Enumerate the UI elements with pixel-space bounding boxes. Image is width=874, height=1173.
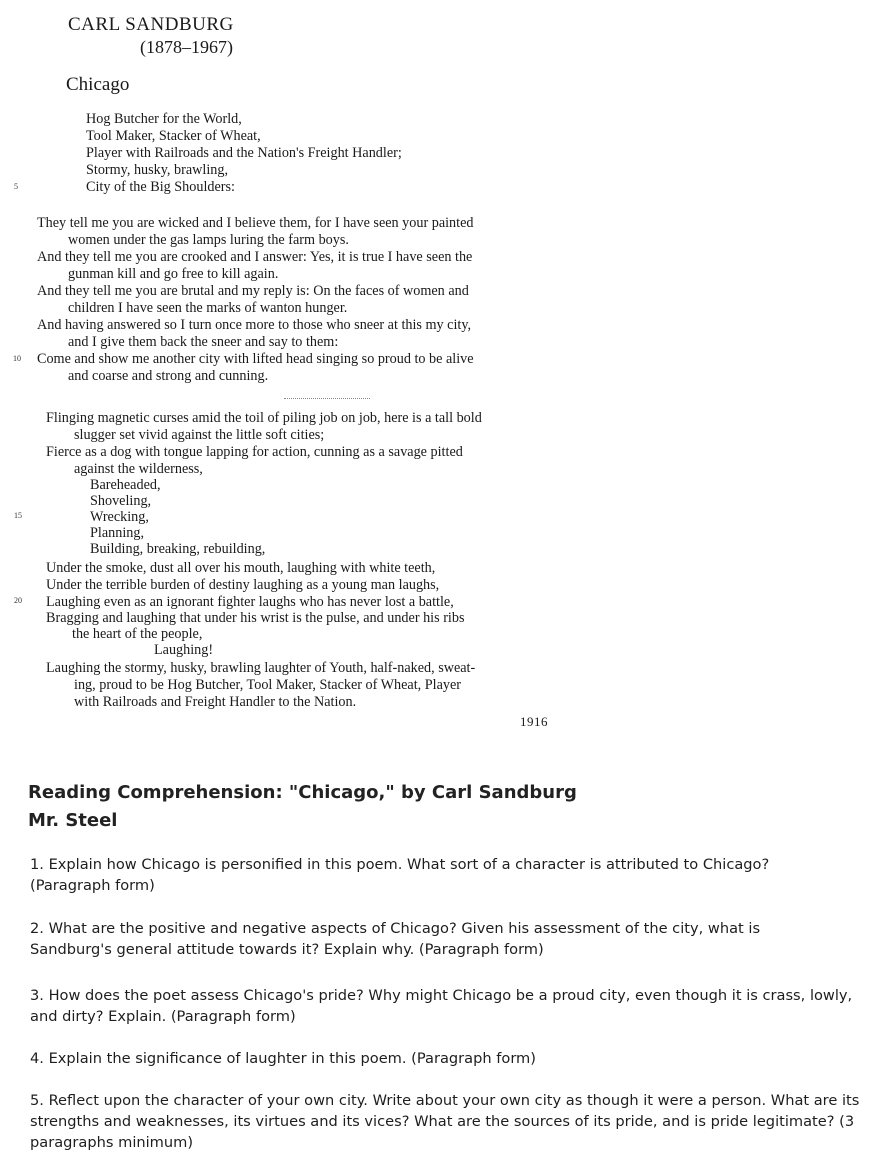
poem-title: Chicago [66, 74, 130, 95]
poem-line: And they tell me you are crooked and I answer: Yes, it is true I have seen the [37, 249, 473, 265]
poem-line: gunman kill and go free to kill again. [68, 266, 279, 282]
line-number: 20 [14, 596, 22, 605]
poem-line: Tool Maker, Stacker of Wheat, [86, 128, 261, 144]
poem-line: and coarse and strong and cunning. [68, 368, 269, 384]
poem-line: ing, proud to be Hog Butcher, Tool Maker, Stacker of Wheat, Player [74, 677, 462, 693]
section-divider [284, 398, 370, 399]
poem-line: Wrecking, [90, 509, 149, 525]
poem-line: Flinging magnetic curses amid the toil of piling job on job, here is a tall bold [46, 410, 482, 426]
teacher-name: Mr. Steel [28, 810, 118, 831]
poem-line: Laughing even as an ignorant fighter laughs who has never lost a battle, [46, 594, 454, 610]
poem-line: Fierce as a dog with tongue lapping for action, cunning as a savage pitted [46, 444, 463, 460]
poem-line: Bareheaded, [90, 477, 161, 493]
line-number: 15 [14, 511, 22, 520]
poem-line: children I have seen the marks of wanton hunger. [68, 300, 348, 316]
poem-line: slugger set vivid against the little soft cities; [74, 427, 325, 443]
poem-line: Bragging and laughing that under his wrist is the pulse, and under his ribs [46, 610, 465, 626]
poem-line: women under the gas lamps luring the farm boys. [68, 232, 349, 248]
poem-line: with Railroads and Freight Handler to the Nation. [74, 694, 357, 710]
question-1: 1. Explain how Chicago is personified in this poem. What sort of a character is attributed to Chicago? (Paragraph form) [30, 856, 770, 894]
poem-line: Player with Railroads and the Nation's Freight Handler; [86, 145, 402, 161]
poem-author: CARL SANDBURG [68, 14, 234, 35]
poem-line: Laughing the stormy, husky, brawling laughter of Youth, half-naked, sweat- [46, 660, 476, 676]
question-4: 4. Explain the significance of laughter in this poem. (Paragraph form) [30, 1050, 536, 1067]
poem-line: and I give them back the sneer and say to them: [68, 334, 339, 350]
poem-line: Hog Butcher for the World, [86, 111, 242, 127]
poem-line: Stormy, husky, brawling, [86, 162, 228, 178]
poem-line: Planning, [90, 525, 144, 541]
poem-line: Under the terrible burden of destiny laughing as a young man laughs, [46, 577, 440, 593]
line-number: 5 [14, 182, 18, 191]
question-2: 2. What are the positive and negative aspects of Chicago? Given his assessment of the city, what is Sandburg's general attitude towards it? Explain why. (Paragraph form) [30, 920, 761, 958]
question-5: 5. Reflect upon the character of your own city. Write about your own city as though it were a person. What are its strengths and weaknesses, its virtues and its vices? What are the sources of its pride, and is pride legitimate? (3 paragraphs minimum) [30, 1092, 860, 1151]
line-number: 10 [13, 354, 21, 363]
poem-line: Come and show me another city with lifted head singing so proud to be alive [37, 351, 474, 367]
poem-line: And having answered so I turn once more to those who sneer at this my city, [37, 317, 472, 333]
poem-line: City of the Big Shoulders: [86, 179, 235, 195]
poem-line: They tell me you are wicked and I believe them, for I have seen your painted [37, 215, 474, 231]
poem-line: Laughing! [154, 642, 214, 658]
poem-year: 1916 [520, 714, 548, 729]
comprehension-title: Reading Comprehension: "Chicago," by Carl Sandburg [28, 782, 577, 803]
poem-line: Under the smoke, dust all over his mouth, laughing with white teeth, [46, 560, 436, 576]
poem-line: Building, breaking, rebuilding, [90, 541, 266, 557]
poem-line: Shoveling, [90, 493, 152, 509]
author-dates: (1878–1967) [140, 37, 233, 57]
poem-line: against the wilderness, [74, 461, 203, 477]
question-3: 3. How does the poet assess Chicago's pride? Why might Chicago be a proud city, even though it is crass, lowly, and dirty? Explain. (Paragraph form) [30, 987, 853, 1025]
poem-line: the heart of the people, [72, 626, 203, 642]
poem-line: And they tell me you are brutal and my reply is: On the faces of women and [37, 283, 469, 299]
